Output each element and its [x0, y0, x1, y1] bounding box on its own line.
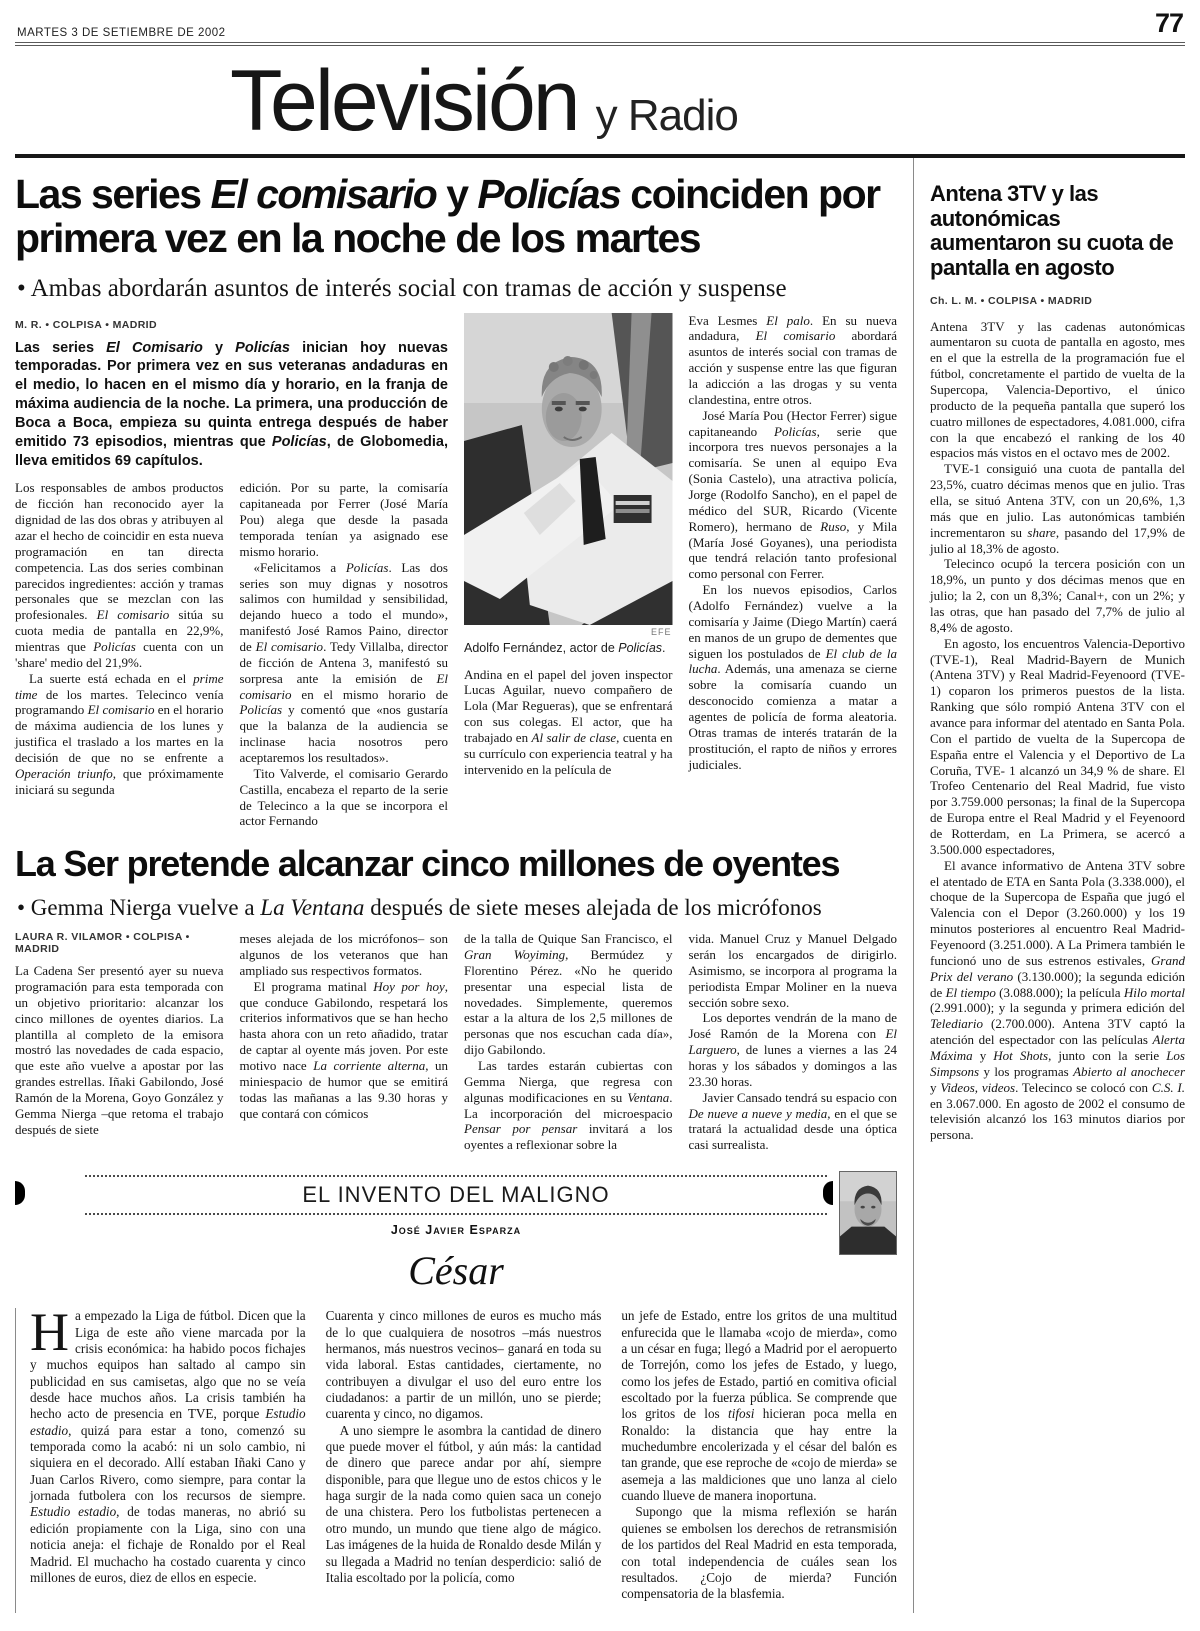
- paragraph: En agosto, los encuentros Valencia-Deportivo (TVE-1), Real Madrid-Bayern de Munich (Antena 3TV) y Real Madrid-Feyenoord (TVE-1) coparon los primeros puestos de la lista. Ranking que sólo rompió Antena 3TV con el avance para informar del atentado en Santa Pola. Con el partido de vuelta de la Supercopa de España entre el Valencia y el Deportivo de La Coruña, TVE- 1 alcanzó un 34,9 % de share. El Trofeo Centenario del Real Madrid, fue visto por 3.759.000 personas; la final de la Supercopa de Europa entre el Real Madrid y el Feyenoord de Rotterdam, en La Primera, se acercó a 3.500.000 espectadores,: [930, 635, 1185, 857]
- article-laser-body: [15, 931, 897, 1153]
- article-laser-subhead: • Gemma Nierga vuelve a La Ventana después de siete meses alejada de los micrófonos: [17, 895, 822, 921]
- paragraph: Eva Lesmes El palo. En su nueva andadura, El comisario abordará asuntos de interés social con tramas de acción y suspense entre las que figuran la adicción a las drogas y su venta clandestina, entre otros.: [688, 312, 898, 407]
- article-laser-col3: [464, 931, 673, 1153]
- paragraph: El avance informativo de Antena 3TV sobre el atentado de ETA en Santa Pola (3.338.000), el choque de la Supercopa de España que jugó el Valencia con el Depor (3.260.000) y los 19 minutos posteriores al encuentro Real Madrid-Feyenoord (3.251.000). A La Primera también le funcionó uno de sus estrenos estivales, Grand Prix del verano (3.130.000); la segunda edición de El tiempo (3.088.000); la película Hilo mortal (2.991.000); y la segunda y primera edición del Telediario (2.700.000). Antena 3TV captó la atención del espectador con las películas Alerta Máxima y Hot Shots, junto con la serie Los Simpsons y los programas Abierto al anochecer y Videos, videos. Telecinco se colocó con C.S. I. en 3.067.000. En agosto de 2002 el consumo de televisión alcanzó los 163 minutos diarios por persona.: [930, 857, 1185, 1143]
- page-header: [15, 6, 1185, 42]
- article-series-col1: [15, 480, 224, 829]
- paragraph: Las tardes estarán cubiertas con Gemma Nierga, que regresa con algunas modificaciones en su Ventana. La incorporación del microespacio Pensar por pensar invitará a los oyentes a reflexionar sobre la: [464, 1058, 673, 1153]
- opinion-col2: [326, 1308, 602, 1602]
- paragraph: José María Pou (Hector Ferrer) sigue capitaneando Policías, serie que incorpora tres nuevos personajes a la comisaría. Se unen al equipo Eva (Sonia Castelo), una atractiva policía, Jorge (Rodolfo Sancho), en el papel de médico del SUR, Ricardo (Vicente Romero), hermano de Ruso, y Mila (María José Goyanes), una periodista que tendrá relación tanto profesional como personal con Ferrer.: [688, 407, 898, 582]
- opinion-body: [15, 1302, 897, 1612]
- opinion-kicker: EL INVENTO DEL MALIGNO: [302, 1182, 610, 1208]
- half-circle-marker-right: [823, 1181, 833, 1205]
- article-series-col2: [240, 480, 449, 829]
- paragraph: Telecinco ocupó la tercera posición con un 18,9%, un punto y dos décimas menos que en julio; la 2, con un 8,3%; Canal+, con un 2%; y las otras, que han pasado del 7,7% de julio al 8,4% de agosto.: [930, 556, 1185, 635]
- article-series-body: [15, 313, 897, 830]
- article-series-col3: [464, 667, 673, 778]
- half-circle-marker-left: [15, 1181, 25, 1205]
- article-series-headline: Las series El comisario y Policías coinciden por primera vez en la noche de los martes: [15, 171, 880, 262]
- article-laser-col2: [240, 931, 449, 1153]
- article-series-photo-column: [464, 313, 673, 830]
- paragraph: Javier Cansado tendrá su espacio con De nueve a nueve y media, en el que se tratará la actualidad desde una óptica casi surrealista.: [688, 1089, 897, 1153]
- sidebar-body: [930, 319, 1185, 1144]
- paragraph: TVE-1 consiguió una cuota de pantalla del 23,5%, cuatro décimas menos que en julio. Tras ella, se situó Antena 3TV, con un 20,6%, 1,3 más que en julio. Las autonómicas también incrementaron su share, pasando del 17,9% de julio al 18,3% de agosto.: [930, 461, 1185, 556]
- paragraph: En los nuevos episodios, Carlos (Adolfo Fernández) vuelve a la comisaría y Jaime (Diego Martín) caerá en manos de un grupo de dementes que siguen los postulados de El club de la lucha. Además, una amenaza se cierne sobre la comisaría cuando un desconocido comienza a matar a agentes de policía de forma aleatoria. Otras tramas de interés tratarán de la prostitución, el rapto de niños y errores judiciales.: [688, 582, 897, 772]
- paragraph: «Felicitamos a Policías. Las dos series son muy dignas y nosotros salimos con humildad y sensibilidad, dejando hueco a todo el mundo», manifestó José Ramos Paino, director de El comisario. Tedy Villalba, director de ficción de Antena 3, manifestó su sorpresa ante la emisión de El comisario en el mismo horario de Policías y comentó que «nos gustaría que la balanza de la audiencia se inclinase hacia nosotros pero aceptaremos los resultados».: [239, 559, 448, 766]
- article-series-lead: Las series El Comisario y Policías inician hoy nuevas temporadas. Por primera vez en sus veteranas andaduras en el medio, lo hacen en el mismo día y horario, en la franja de máxima audiencia de la noche. La primera, una producción de Boca a Boca, empieza su quinta entrega después de haber emitido 73 episodios, mientras que Policías, de Globomedia, lleva emitidos 69 capítulos.: [15, 339, 449, 469]
- paragraph: Andina en el papel del joven inspector Lucas Aguilar, nuevo compañero de Lola (Mar Regueras), que se enfrentará con sus colegas. El actor, que ha trabajado en Al salir de clase, cuenta en su currículo con experiencia teatral y ha intervenido en la película de: [464, 666, 673, 777]
- opinion-title: César: [408, 1248, 504, 1294]
- opinion-kicker-row: [85, 1177, 827, 1213]
- photo-jose-javier-esparza: [839, 1171, 897, 1255]
- sidebar-headline: Antena 3TV y las autonómicas aumentaron su cuota de pantalla en agosto: [930, 181, 1174, 280]
- photo-caption: Adolfo Fernández, actor de Policías.: [464, 640, 666, 655]
- paragraph: meses alejada de los micrófonos– son algunos de los veteranos que han ampliado sus respectivos formatos.: [239, 931, 448, 978]
- paragraph: Antena 3TV y las cadenas autonómicas aumentaron su cuota de pantalla en agosto, mes en el que la estrella de la programación fue el fútbol, concretamente el partido de vuelta de la Supercopa, Valencia-Deportivo, el único producto de la pequeña pantalla que superó los cuatro millones de espectadores, 4.081.000, cifra con la que encabezó el ranking de los 40 espacios más vistos en el octavo mes de 2002.: [930, 318, 1185, 461]
- opinion-header: [15, 1175, 897, 1215]
- main-column: [15, 158, 913, 1613]
- paragraph: A uno siempre le asombra la cantidad de dinero que puede mover el fútbol, y aún más: la cantidad de dinero que parece andar por ahí, siempre disponible, para que llegue uno de estos chicos y le haga surgir de la nada como quien saca un conejo de una chistera. Pero los futbolistas pertenecen a otro mundo, un mundo que tiene algo de mágico. Las imágenes de la huida de Ronaldo desde Milán y su llegada a Madrid no tenían desperdicio: salió de Italia escoltado por la policía, como: [325, 1422, 602, 1585]
- article-laser-byline: LAURA R. VILAMOR • COLPISA • MADRID: [15, 931, 190, 956]
- opinion-column: [15, 1175, 897, 1612]
- article-laser: [15, 845, 897, 1153]
- article-series-byline: M. R. • COLPISA • MADRID: [15, 318, 157, 331]
- paragraph: Cuarenta y cinco millones de euros es mucho más de lo que cualquiera de nosotros –más nuestros hermanos, más nuestros vecinos– ganará en toda su vida laboral. Estas cantidades, ciertamente, no contribuyen a divulgar el uso del euro entre los ciudadanos: a partir de un millón, uno se pierde; cuarenta y cinco, no digamos.: [325, 1308, 602, 1422]
- section-subtitle: y Radio: [595, 91, 738, 140]
- paragraph: de la talla de Quique San Francisco, el Gran Woyiming, Bermúdez y Florentino Pérez. «No he querido presentar una especial lista de novedades. Simplemente, queremos estar a la altura de los 2,5 millones de personas que nos escuchan cada día», dijo Gabilondo.: [464, 931, 673, 1058]
- sidebar-byline: Ch. L. M. • COLPISA • MADRID: [930, 294, 1093, 307]
- sidebar-article: [913, 158, 1185, 1613]
- paragraph: Los responsables de ambos productos de ficción han reconocido ayer la dignidad de las dos obras y atribuyen al azar el hecho de coincidir en esta nueva programación en tan directa competencia. Las dos series combinan parecidos ingredientes: acción y tramas personales que se mezclan con las profesionales. El comisario sitúa su cuota media de pantalla en 22,9%, mientras que Policías cuenta con un 'share' medio del 21,9%.: [15, 480, 224, 670]
- paragraph: La suerte está echada en el prime time de los martes. Telecinco venía programando El comisario en el horario de máxima audiencia de los lunes y justifica el traslado a los martes en la decisión de que no se enfrente a Operación triunfo, que próximamente iniciará su segunda: [15, 670, 224, 797]
- date-label: MARTES 3 DE SETIEMBRE DE 2002: [17, 27, 226, 39]
- paragraph: El programa matinal Hoy por hoy, que conduce Gabilondo, respetará los criterios informativos que se han hecho hasta ahora con un reto añadido, tratar de captar al oyente más joven. Por este motivo nace La corriente alterna, un miniespacio de humor que se emitirá todas las mañanas a las 9.30 horas y que contará con cómicos: [239, 978, 448, 1121]
- article-series: [15, 172, 897, 829]
- paragraph: Ha empezado la Liga de fútbol. Dicen que la Liga de este año viene marcada por la crisis económica: ha habido pocos fichajes y muchos equipos han saltado al campo sin publicidad en sus camisetas, algo que no se veía desde hace muchos años. La crisis también ha hecho acto de presencia en TVE, porque Estudio estadio, quizá para estar a tono, comenzó su temporada como la acabó: ni un solo cambio, ni siquiera en el decorado. Allí estaban Iñaki Cano y Juan Carlos Rivero, como siempre, para contar la jornada futbolera con los recursos de siempre. Estudio estadio, de todas maneras, no abrió su edición propiamente con la Liga, sino con una noticia aneja: el fichaje de Ronaldo por el Real Madrid. El muchacho ha costado cuarenta y cinco millones de euros, diez de ellos en especie.: [30, 1302, 306, 1585]
- paragraph: un jefe de Estado, entre los gritos de una multitud enfurecida que le llamaba «cojo de mierda», como a un césar en fuga; llegó a Madrid por el aeropuerto de Torrejón, como los jefes de Estado, y luego, como los jefes de Estado, partió en comitiva oficial escoltado por la fuerza pública. Se comprende que los gritos de los tifosi hicieran poca mella en Ronaldo: la distancia que hay entre la muchedumbre encolerizada y el césar del balón es tan grande, que ese reproche de «cojo de mierda» se asemeja a las maldiciones que uno lanza al cielo cuando llueve de manera inoportuna.: [621, 1308, 897, 1504]
- opinion-col3: [621, 1308, 897, 1602]
- paragraph: La Cadena Ser presentó ayer su nueva programación para esta temporada con un objetivo prioritario: alcanzar los cinco millones de oyentes diarios. La plantilla al completo de la emisora mostró las novedades de cada espacio, que este año vuelve a apostar por las grandes estrellas. Iñaki Gabilondo, José Ramón de la Morena, Goyo González y Gemma Nierga –que retoma el trabajo después de siete: [15, 963, 224, 1137]
- article-series-subhead: • Ambas abordarán asuntos de interés social con tramas de acción y suspense: [17, 274, 787, 302]
- article-laser-col1: [15, 963, 224, 1137]
- photo-adolfo-fernandez: [464, 313, 673, 625]
- dotted-rule-bottom: [85, 1213, 827, 1215]
- page-number: 77: [1154, 8, 1183, 38]
- page-content: [15, 158, 1185, 1613]
- opinion-author: José Javier Esparza: [390, 1223, 522, 1238]
- article-series-col4: [689, 313, 898, 830]
- paragraph: Supongo que la misma reflexión se harán quienes se embolsen los derechos de retransmisión de los partidos del Real Madrid en esta temporada, con total independencia de cuáles sean los resultados. ¿Cojo de mierda? Función compensatoria de la blasfemia.: [621, 1504, 897, 1602]
- paragraph: Los deportes vendrán de la mano de José Ramón de la Morena con El Larguero, de lunes a viernes a las 24 horas y los sábados y domingos a las 23.30 horas.: [688, 1010, 897, 1089]
- paragraph: edición. Por su parte, la comisaría capitaneada por Ferrer (José María Pou) alega que desde la pasada temporada tenían ya asignado ese mismo horario.: [239, 480, 448, 559]
- section-title: Televisión: [230, 53, 578, 149]
- photo-credit: EFE: [650, 626, 672, 637]
- article-laser-col1-wrap: [15, 931, 224, 1153]
- paragraph: vida. Manuel Cruz y Manuel Delgado serán los encargados de dirigirlo. Asimismo, se incorpora al programa la periodista Empar Moliner en la nueva sección sobre sexo.: [688, 931, 897, 1010]
- section-masthead: [15, 46, 1185, 150]
- opinion-col1: [30, 1302, 306, 1602]
- paragraph: Tito Valverde, el comisario Gerardo Castilla, encabeza el reparto de la serie de Telecinco a la que se incorpora el actor Fernando: [239, 765, 448, 829]
- article-laser-headline: La Ser pretende alcanzar cinco millones de oyentes: [15, 843, 840, 885]
- article-laser-col4: [689, 931, 898, 1153]
